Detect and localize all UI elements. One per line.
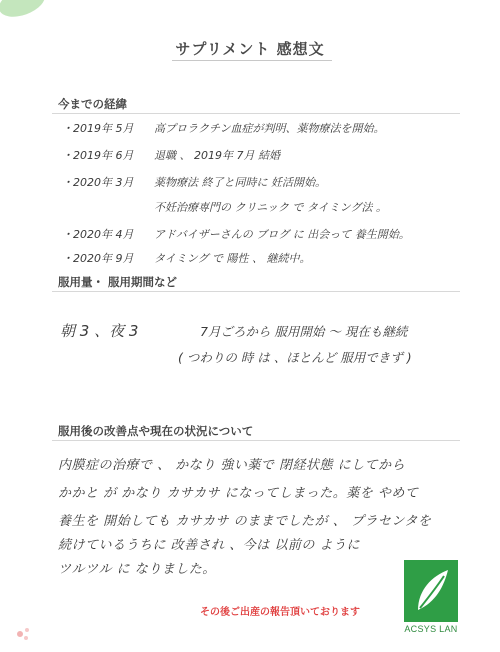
dosage-section-label: 服用量・ 服用期間など	[58, 275, 178, 289]
logo-text: ACSYS LAN	[404, 624, 458, 634]
after-line: 内膜症の治療で 、 かなり 強い薬で 閉経状態 にしてから	[58, 458, 406, 473]
after-line: かかと が かなり カサカサ になってしまった。薬を やめて	[58, 486, 419, 501]
history-item: ・2019年 5月 高プロラクチン血症が判明、薬物療法を開始。	[62, 122, 385, 135]
leaf-logo-icon	[404, 560, 458, 622]
dosage-divider	[52, 291, 460, 292]
history-item: ・2020年 9月 タイミング で 陽性 、 継続中。	[62, 252, 311, 265]
leaf-decoration-icon	[0, 0, 54, 22]
after-section-label: 服用後の改善点や現在の状況について	[58, 424, 254, 438]
after-line: ツルツル に なりました。	[58, 562, 216, 577]
after-line: 続けているうちに 改善され 、今は 以前の ように	[58, 538, 361, 553]
title-underline	[172, 60, 332, 61]
dosage-amount: 朝 3 、夜 3	[60, 322, 139, 340]
after-divider	[52, 440, 460, 441]
history-section-label: 今までの経緯	[58, 97, 127, 111]
history-item-continued: 不妊治療専門の クリニック で タイミング法 。	[154, 201, 387, 214]
dosage-note: ( つわりの 時 は 、ほとんど 服用できず )	[178, 350, 412, 365]
history-item: ・2020年 3月 薬物療法 終了と同時に 妊活開始。	[62, 176, 326, 189]
page-title: サプリメント 感想文	[175, 40, 325, 58]
flower-decoration-icon	[10, 622, 50, 652]
dosage-period: 7月ごろから 服用開始 〜 現在も継続	[200, 324, 408, 339]
history-item: ・2019年 6月 退職 、 2019年 7月 結婚	[62, 149, 280, 162]
footer-note: その後ご出産の報告頂いております	[200, 607, 360, 618]
company-logo	[404, 560, 458, 622]
history-divider	[52, 113, 460, 114]
history-item: ・2020年 4月 アドバイザーさんの ブログ に 出会って 養生開始。	[62, 228, 410, 241]
after-line: 養生を 開始しても カサカサ のままでしたが 、 プラセンタを	[58, 514, 432, 529]
